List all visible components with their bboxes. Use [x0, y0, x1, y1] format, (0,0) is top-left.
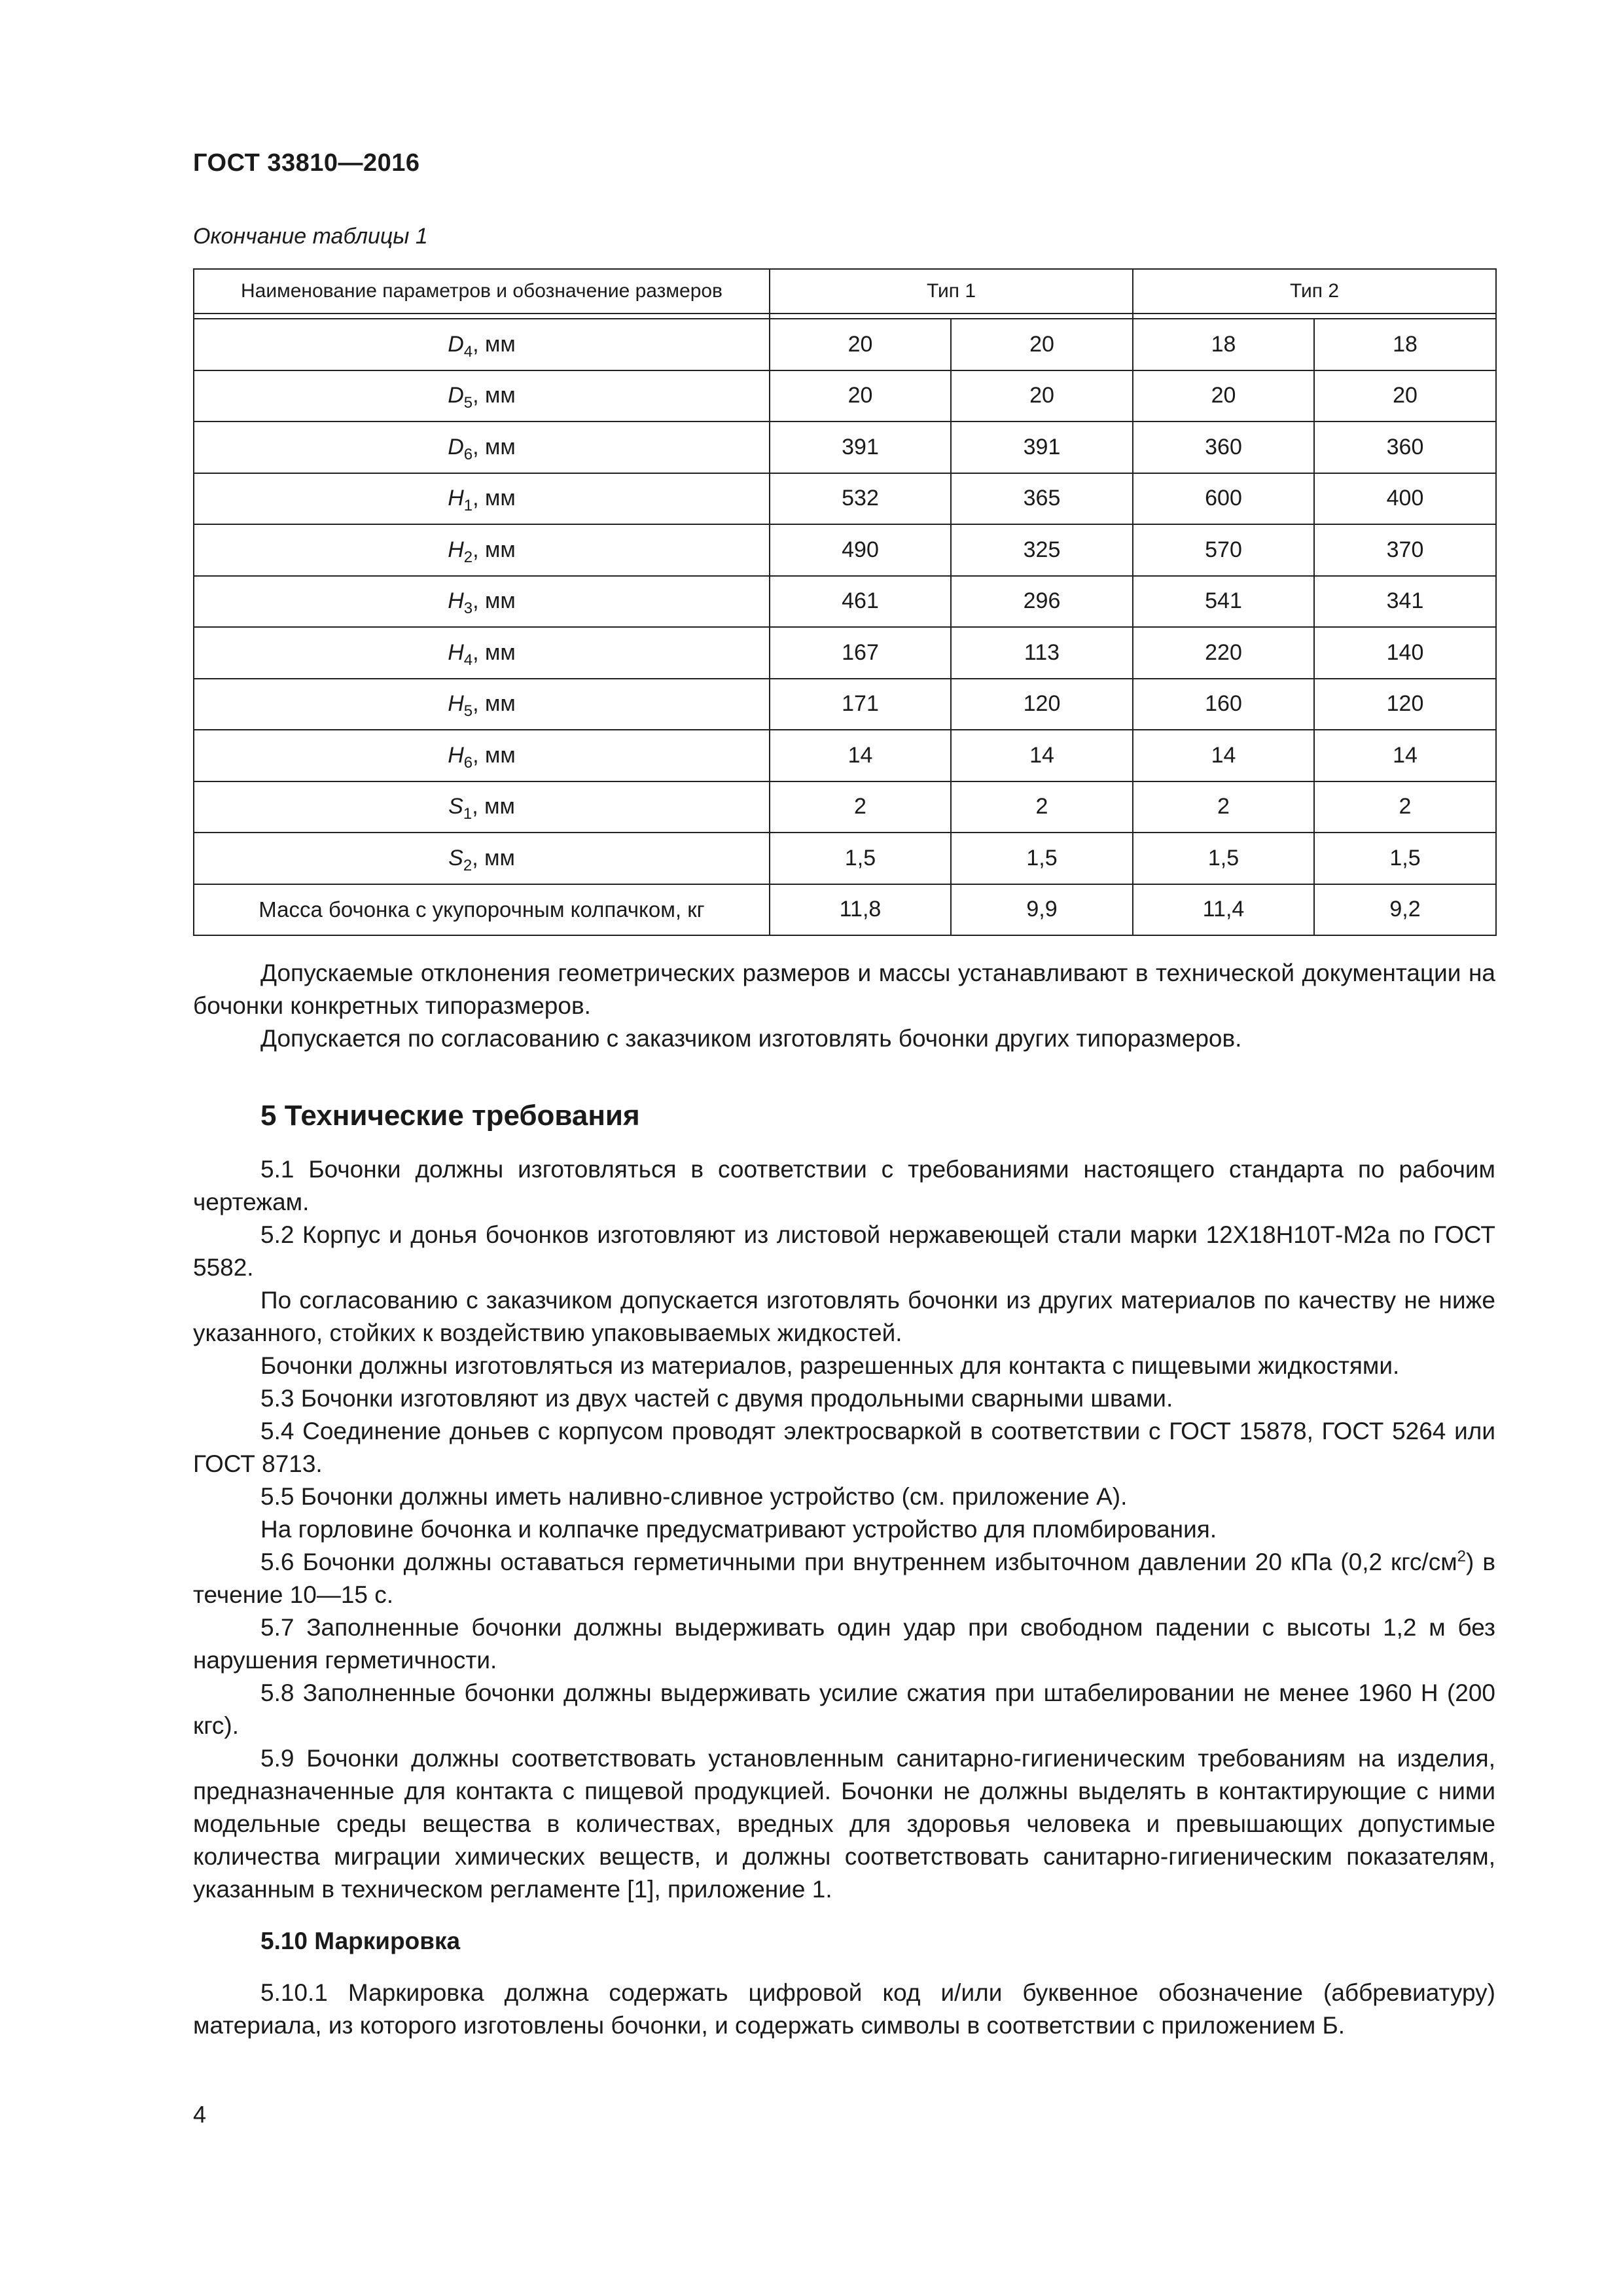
notes-block: [193, 957, 1495, 1055]
param-unit: , мм: [473, 639, 516, 665]
value-cell: 120: [1314, 679, 1496, 730]
param-unit: , мм: [473, 486, 516, 511]
value-cell: 1,5: [770, 833, 951, 884]
value-cell: 9,9: [951, 884, 1133, 936]
superscript: 2: [1457, 1547, 1467, 1566]
param-unit: , мм: [473, 537, 516, 562]
value-cell: 220: [1133, 627, 1314, 679]
param-subscript: 4: [463, 342, 473, 361]
table-row: [194, 422, 1496, 473]
param-cell: [194, 679, 770, 730]
paragraph-5-5: 5.5 Бочонки должны иметь наливно-сливное устройство (см. приложение А).: [260, 1483, 1128, 1510]
param-subscript: 3: [463, 600, 473, 618]
value-cell: 14: [951, 730, 1133, 781]
value-cell: 360: [1133, 422, 1314, 473]
value-cell: 20: [1133, 370, 1314, 422]
param-subscript: 6: [463, 753, 473, 772]
value-cell: 570: [1133, 524, 1314, 576]
note-paragraph: Допускается по согласованию с заказчиком изготовлять бочонки других типоразмеров.: [260, 1025, 1242, 1052]
value-cell: 1,5: [1133, 833, 1314, 884]
section5-10-body: [193, 1977, 1495, 2042]
table-header-row: [194, 269, 1496, 314]
standard-number: ГОСТ 33810—2016: [193, 149, 420, 177]
value-cell: 14: [770, 730, 951, 781]
param-cell: [194, 833, 770, 884]
value-cell: 365: [951, 473, 1133, 525]
param-cell: [194, 370, 770, 422]
param-symbol: H: [448, 588, 464, 614]
param-symbol: S: [448, 794, 463, 819]
value-cell: 600: [1133, 473, 1314, 525]
param-unit: , мм: [472, 845, 515, 870]
table-row: [194, 627, 1496, 679]
value-cell: 140: [1314, 627, 1496, 679]
header-param: Наименование параметров и обозначение размеров: [194, 269, 770, 314]
paragraph-5-6-tail: ) в течение 10—15 с.: [193, 1549, 1495, 1608]
header-type1: Тип 1: [770, 269, 1133, 314]
section5-body: [193, 1153, 1495, 1906]
param-symbol: D: [448, 383, 464, 408]
value-cell: 20: [951, 370, 1133, 422]
param-unit: , мм: [473, 742, 516, 768]
param-cell: [194, 524, 770, 576]
table-row: [194, 833, 1496, 884]
param-cell: Масса бочонка с укупорочным колпачком, кг: [194, 884, 770, 936]
table-row: [194, 473, 1496, 525]
value-cell: 2: [951, 781, 1133, 833]
value-cell: 14: [1314, 730, 1496, 781]
param-symbol: H: [448, 639, 464, 665]
value-cell: 20: [1314, 370, 1496, 422]
value-cell: 18: [1314, 319, 1496, 370]
value-cell: 167: [770, 627, 951, 679]
value-cell: 20: [770, 370, 951, 422]
param-subscript: 1: [463, 497, 473, 515]
value-cell: 2: [1314, 781, 1496, 833]
param-subscript: 4: [463, 651, 473, 669]
value-cell: 1,5: [951, 833, 1133, 884]
value-cell: 160: [1133, 679, 1314, 730]
paragraph-5-3: 5.3 Бочонки изготовляют из двух частей с двумя продольными сварными швами.: [260, 1385, 1173, 1412]
table-row: [194, 730, 1496, 781]
param-unit: , мм: [473, 434, 516, 459]
paragraph-5-10-1: 5.10.1 Маркировка должна содержать цифровой код и/или буквенное обозначение (аббревиатуру) материала, из которого изготовлены бочонки, и содержать символы в соответствии с приложением Б.: [193, 1979, 1495, 2039]
value-cell: 400: [1314, 473, 1496, 525]
value-cell: 1,5: [1314, 833, 1496, 884]
header-separator: [194, 314, 1496, 319]
table-caption: Окончание таблицы 1: [193, 224, 428, 249]
paragraph-5-1: 5.1 Бочонки должны изготовляться в соответствии с требованиями настоящего стандарта по рабочим чертежам.: [193, 1156, 1495, 1215]
paragraph-5-9: 5.9 Бочонки должны соответствовать установленным санитарно-гигиеническим требованиям на изделия, предназначенные для контакта с пищевой продукцией. Бочонки не должны выделять в контактирующие с ними модельные среды вещества в количествах, вредных для здоровья человека и превышающих допустимые количества миграции химических веществ, и должны соответствовать санитарно-гигиеническим показателям, указанным в техническом регламенте [1], приложение 1.: [193, 1745, 1495, 1903]
param-symbol: S: [448, 845, 463, 870]
value-cell: 532: [770, 473, 951, 525]
table-row: [194, 370, 1496, 422]
value-cell: 490: [770, 524, 951, 576]
page-number: 4: [193, 2101, 207, 2128]
param-cell: [194, 422, 770, 473]
value-cell: 2: [1133, 781, 1314, 833]
section-heading: 5 Технические требования: [260, 1100, 640, 1132]
table-row: [194, 781, 1496, 833]
param-symbol: H: [448, 537, 464, 562]
param-cell: [194, 319, 770, 370]
param-subscript: 2: [463, 856, 473, 874]
param-unit: , мм: [472, 794, 515, 819]
value-cell: 341: [1314, 576, 1496, 628]
value-cell: 9,2: [1314, 884, 1496, 936]
paragraph-5-2c: Бочонки должны изготовляться из материалов, разрешенных для контакта с пищевыми жидкостями.: [260, 1352, 1400, 1379]
value-cell: 113: [951, 627, 1133, 679]
paragraph-5-2: 5.2 Корпус и донья бочонков изготовляют из листовой нержавеющей стали марки 12Х18Н10Т-М2а по ГОСТ 5582.: [193, 1221, 1495, 1281]
param-symbol: H: [448, 742, 464, 768]
value-cell: 171: [770, 679, 951, 730]
param-cell: [194, 576, 770, 628]
note-paragraph: Допускаемые отклонения геометрических размеров и массы устанавливают в технической документации на бочонки конкретных типоразмеров.: [193, 960, 1495, 1019]
value-cell: 461: [770, 576, 951, 628]
paragraph-5-2b: По согласованию с заказчиком допускается изготовлять бочонки из других материалов по качеству не ниже указанного, стойких к воздействию упаковываемых жидкостей.: [193, 1287, 1495, 1346]
param-symbol: H: [448, 486, 464, 511]
value-cell: 120: [951, 679, 1133, 730]
param-unit: , мм: [473, 331, 516, 357]
subsection-heading: 5.10 Маркировка: [260, 1928, 461, 1954]
param-subscript: 5: [463, 394, 473, 412]
value-cell: 20: [951, 319, 1133, 370]
value-cell: 541: [1133, 576, 1314, 628]
paragraph-5-5b: На горловине бочонка и колпачке предусматривают устройство для пломбирования.: [260, 1516, 1217, 1543]
param-cell: [194, 473, 770, 525]
paragraph-5-8: 5.8 Заполненные бочонки должны выдерживать усилие сжатия при штабелировании не менее 1960 Н (200 кгс).: [193, 1679, 1495, 1739]
param-cell: [194, 627, 770, 679]
table-row: [194, 679, 1496, 730]
param-subscript: 6: [463, 445, 473, 463]
value-cell: 370: [1314, 524, 1496, 576]
table-row-mass: [194, 884, 1496, 936]
paragraph-5-7: 5.7 Заполненные бочонки должны выдерживать один удар при свободном падении с высоты 1,2 м без нарушения герметичности.: [193, 1614, 1495, 1674]
param-unit: , мм: [473, 383, 516, 408]
value-cell: 360: [1314, 422, 1496, 473]
value-cell: 391: [770, 422, 951, 473]
parameters-table: [193, 268, 1497, 936]
header-type2: Тип 2: [1133, 269, 1496, 314]
param-symbol: D: [448, 434, 464, 459]
value-cell: 325: [951, 524, 1133, 576]
param-subscript: 1: [463, 805, 473, 823]
paragraph-5-6: [193, 1546, 1495, 1611]
param-subscript: 5: [463, 702, 473, 721]
param-unit: , мм: [473, 588, 516, 614]
param-symbol: H: [448, 691, 464, 717]
value-cell: 391: [951, 422, 1133, 473]
param-cell: [194, 730, 770, 781]
value-cell: 296: [951, 576, 1133, 628]
param-symbol: D: [448, 331, 464, 357]
value-cell: 20: [770, 319, 951, 370]
param-unit: , мм: [473, 691, 516, 717]
paragraph-5-6-text: 5.6 Бочонки должны оставаться герметичными при внутреннем избыточном давлении 20 кПа (0,2 кгс/см: [260, 1549, 1457, 1575]
value-cell: 14: [1133, 730, 1314, 781]
param-subscript: 2: [463, 548, 473, 566]
table-row: [194, 524, 1496, 576]
paragraph-5-4: 5.4 Соединение доньев с корпусом проводят электросваркой в соответствии с ГОСТ 15878, ГОСТ 5264 или ГОСТ 8713.: [193, 1418, 1495, 1477]
table-row: [194, 319, 1496, 370]
value-cell: 11,4: [1133, 884, 1314, 936]
value-cell: 11,8: [770, 884, 951, 936]
param-cell: [194, 781, 770, 833]
value-cell: 2: [770, 781, 951, 833]
value-cell: 18: [1133, 319, 1314, 370]
table-row: [194, 576, 1496, 628]
